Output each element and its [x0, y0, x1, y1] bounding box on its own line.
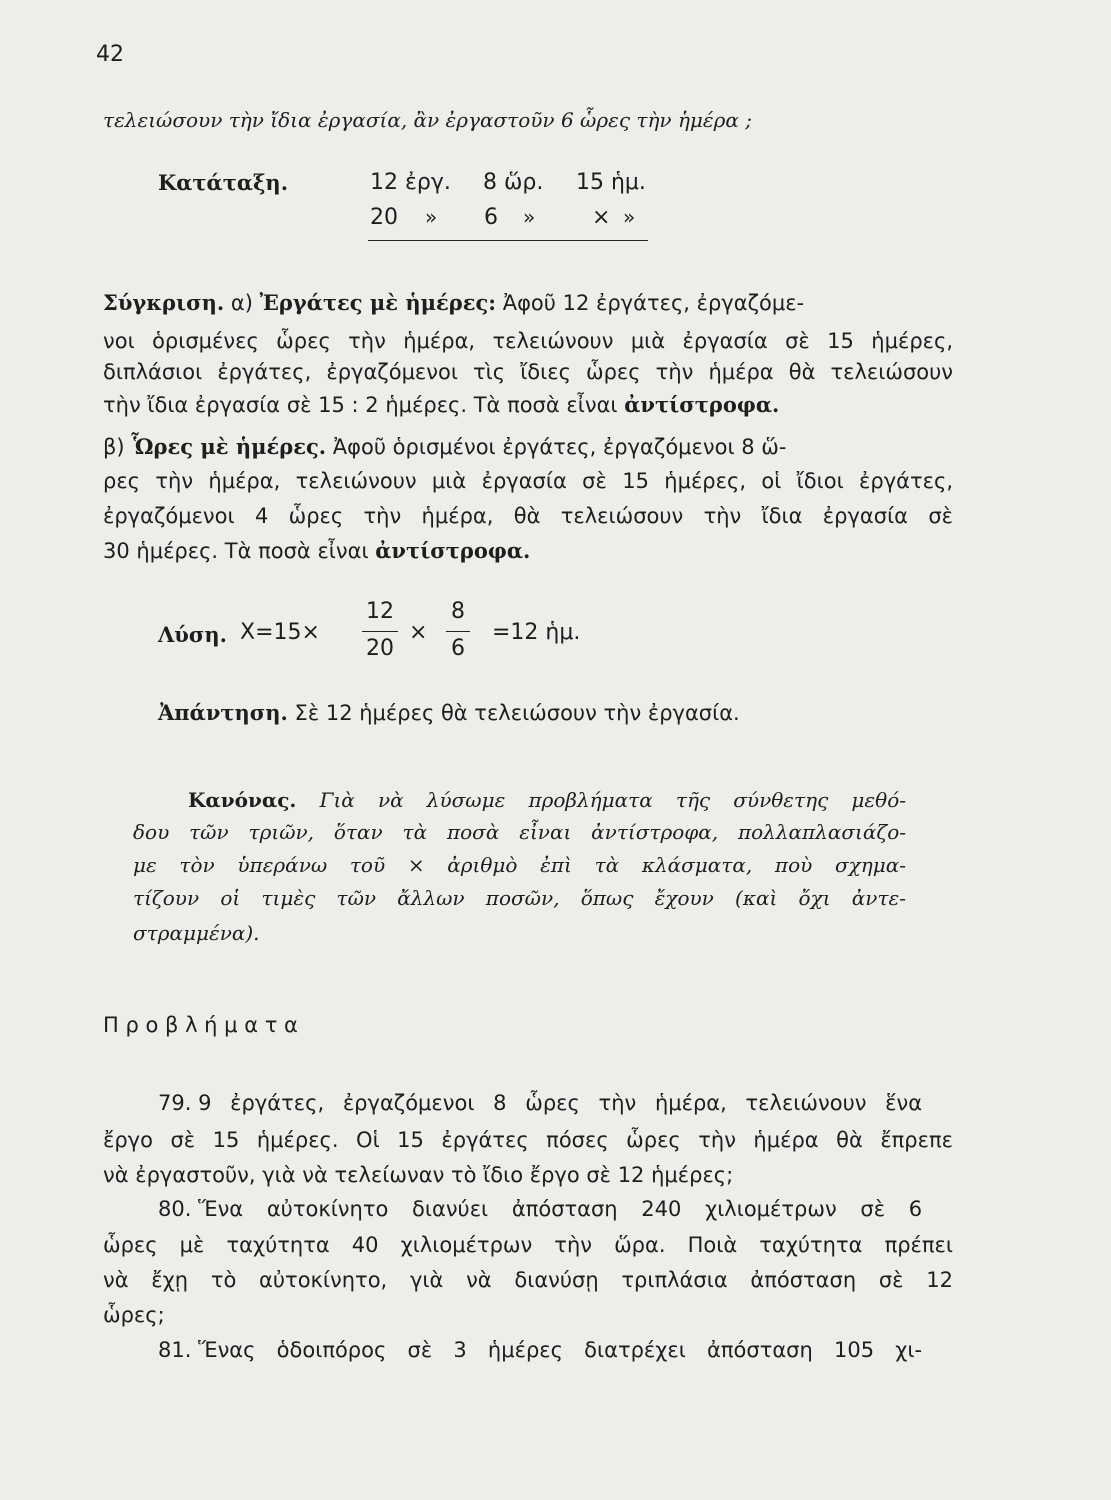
fraction-1-numerator: 12: [366, 599, 394, 624]
problem-81-text-1: Ἕνας ὁδοιπόρος σὲ 3 ἡμέρες διατρέχει ἀπόσταση 105 χι-: [198, 1338, 923, 1362]
arrangement-row2-ditto3: »: [623, 205, 636, 229]
rule-text-4: τίζουν οἱ τιμὲς τῶν ἄλλων ποσῶν, ὅπως ἔχουν (καὶ ὄχι ἀντε-: [133, 886, 906, 910]
problem-80-text-1: Ἕνα αὐτοκίνητο διανύει ἀπόσταση 240 χιλιομέτρων σὲ 6: [198, 1197, 923, 1221]
arrangement-row2-hours: 6: [484, 205, 498, 230]
comparison-a-line-4: [103, 390, 953, 420]
problem-80-text-4: ὧρες;: [103, 1303, 165, 1327]
arrangement-row2-workers: 20: [370, 205, 398, 230]
comparison-b-marker: β): [103, 435, 125, 459]
comparison-b-heading: Ὧρες μὲ ἡμέρες.: [131, 434, 327, 459]
rule-text-1: Γιὰ νὰ λύσωμε προβλήματα τῆς σύνθετης μεθό-: [319, 788, 907, 812]
arrangement-row1-a: 12 ἐργ.: [370, 170, 451, 195]
comparison-b-text-2: ρες τὴν ἡμέρα, τελειώνουν μιὰ ἐργασία σὲ 15 ἡμέρες, οἱ ἴδιοι ἐργάτες,: [103, 469, 953, 493]
fraction-2-numerator: 8: [451, 599, 465, 624]
rule-label: Κανόνας.: [188, 788, 297, 812]
solution-label: Λύση.: [158, 622, 227, 647]
rule-text-3: με τὸν ὑπεράνω τοῦ × ἀριθμὸ ἐπὶ τὰ κλάσματα, ποὺ σχημα-: [133, 853, 906, 877]
problem-79-number: 79.: [158, 1091, 192, 1115]
problem-80-line-1: [158, 1194, 953, 1224]
comparison-b-line-4: [103, 536, 953, 566]
comparison-b-line-1: [103, 432, 953, 462]
fraction-1-denominator: 20: [366, 636, 394, 661]
rule-line-1: [188, 788, 906, 812]
problem-81-number: 81.: [158, 1338, 192, 1362]
comparison-a-text-4: τὴν ἴδια ἐργασία σὲ 15 : 2 ἡμέρες. Τὰ ποσὰ εἶναι: [103, 393, 618, 417]
comparison-a-text-3: διπλάσιοι ἐργάτες, ἐργαζόμενοι τὶς ἴδιες ὧρες τὴν ἡμέρα θὰ τελειώσουν: [103, 360, 953, 384]
problem-81-line-1: [158, 1335, 953, 1365]
comparison-line-1: [103, 288, 953, 318]
answer-label: Ἀπάντηση.: [158, 700, 288, 725]
arrangement-row2-ditto1: »: [425, 205, 438, 229]
fraction-2-bar: [446, 631, 470, 632]
comparison-a-text-1: Ἀφοῦ 12 ἐργάτες, ἐργαζόμε-: [502, 291, 805, 315]
problem-79-line-1: [158, 1088, 953, 1118]
problem-79-text-1: 9 ἐργάτες, ἐργαζόμενοι 8 ὧρες τὴν ἡμέρα, τελειώνουν ἕνα: [198, 1091, 923, 1115]
arrangement-row2-ditto2: »: [523, 205, 536, 229]
problem-80-number: 80.: [158, 1197, 192, 1221]
comparison-a-conclusion: ἀντίστροφα.: [624, 392, 780, 417]
comparison-b-conclusion: ἀντίστροφα.: [375, 538, 531, 563]
fraction-2-denominator: 6: [451, 636, 465, 661]
comparison-a-text-2: νοι ὁρισμένες ὧρες τὴν ἡμέρα, τελειώνουν μιὰ ἐργασία σὲ 15 ἡμέρες,: [103, 329, 953, 353]
solution-times: ×: [409, 620, 428, 645]
intro-line: τελειώσουν τὴν ἴδια ἐργασία, ἂν ἐργαστοῦν 6 ὧρες τὴν ἡμέρα ;: [103, 108, 753, 132]
problem-79-text-3: νὰ ἐργαστοῦν, γιὰ νὰ τελείωναν τὸ ἴδιο ἔργο σὲ 12 ἡμέρες;: [103, 1163, 734, 1187]
problem-80-text-2: ὧρες μὲ ταχύτητα 40 χιλιομέτρων τὴν ὥρα. Ποιὰ ταχύτητα πρέπει: [103, 1233, 953, 1257]
solution-lead: Χ=15×: [240, 620, 320, 645]
comparison-label: Σύγκριση.: [103, 290, 225, 315]
solution-result: =12 ἡμ.: [492, 620, 581, 645]
arrangement-underline: [368, 240, 648, 241]
comparison-a-heading: Ἐργάτες μὲ ἡμέρες:: [259, 290, 497, 315]
fraction-1-bar: [362, 631, 398, 632]
problems-heading: Π ρ ο β λ ή μ α τ α: [103, 1013, 298, 1037]
rule-text-2: δου τῶν τριῶν, ὅταν τὰ ποσὰ εἶναι ἀντίστροφα, πολλαπλασιάζο-: [133, 820, 906, 844]
arrangement-row1-c: 15 ἡμ.: [576, 170, 646, 195]
page-number: 42: [96, 42, 124, 67]
answer-text: Σὲ 12 ἡμέρες θὰ τελειώσουν τὴν ἐργασία.: [294, 701, 740, 725]
arrangement-row2-unknown: ×: [592, 205, 611, 230]
problem-80-text-3: νὰ ἔχῃ τὸ αὐτοκίνητο, γιὰ νὰ διανύσῃ τριπλάσια ἀπόσταση σὲ 12: [103, 1268, 953, 1292]
rule-text-5: στραμμένα).: [133, 921, 260, 945]
answer-line: [158, 700, 740, 725]
comparison-a-marker: α): [230, 291, 253, 315]
comparison-b-text-1: Ἀφοῦ ὁρισμένοι ἐργάτες, ἐργαζόμενοι 8 ὥ-: [332, 435, 787, 459]
arrangement-row1-b: 8 ὥρ.: [483, 170, 544, 195]
arrangement-label: Κατάταξη.: [158, 170, 289, 195]
comparison-b-text-4: 30 ἡμέρες. Τὰ ποσὰ εἶναι: [103, 539, 369, 563]
problem-79-text-2: ἔργο σὲ 15 ἡμέρες. Οἱ 15 ἐργάτες πόσες ὧρες τὴν ἡμέρα θὰ ἔπρεπε: [103, 1128, 953, 1152]
comparison-b-text-3: ἐργαζόμενοι 4 ὧρες τὴν ἡμέρα, θὰ τελειώσουν τὴν ἴδια ἐργασία σὲ: [103, 504, 953, 528]
